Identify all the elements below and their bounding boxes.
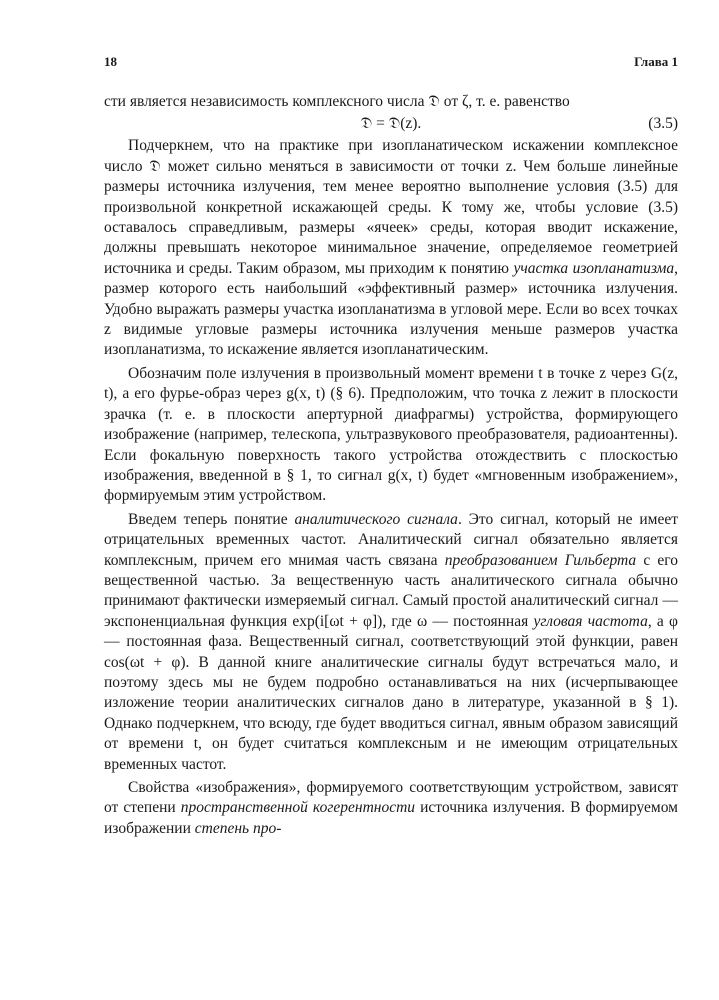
chapter-title: Глава 1 xyxy=(634,54,678,69)
body-text xyxy=(104,92,678,839)
emphasis-term: угловая частота xyxy=(533,612,648,630)
text-run: Обозначим поле излучения в произвольный момент времени t в точке z через G(z, t), а его фурье-образ через g(x, t) (§ 6). Предположим, что точка z лежит в плоскости зрачка (т. е. в плоскости апертурной диафрагмы) устройства, формирующего изображение (например, телескопа, ультразвукового преобразователя, радиоантенны). Если фокальную поверхность такого устройства отождествить с плоскостью изображения, введенной в § 1, то сигнал g(x, t) будет «мгновенным изображением», формируемым этим устройством. xyxy=(104,364,678,505)
text-run: , а φ — постоянная фаза. Вещественный сигнал, соответствующий этой функции, равен cos(ωt + φ). В данной книге аналитические сигналы будут встречаться мало, и поэтому здесь мы не будем подробно останавливаться на них (исчерпывающее изложение теории аналитических сигналов дано в литературе, указанной в § 1). Однако подчеркнем, что всюду, где будет вводиться сигнал, явным образом зависящий от времени t, он будет считаться комплексным и не имеющим отрицательных временных частот. xyxy=(104,612,678,773)
paragraph-image-properties xyxy=(104,778,678,839)
text-run: Введем теперь понятие xyxy=(128,510,295,528)
text-run: Подчеркнем, что на практике при изопланатическом искажении комплексное число 𝔇 может сильно меняться в зависимости от точки z. Чем больше линейные размеры источника излучения, тем менее вероятно выполнение условия (3.5) для произвольной конкретной искажающей среды. К тому же, чтобы условие (3.5) оставалось справедливым, размеры «ячеек» среды, которая вводит искажение, должны превышать некоторое минимальное значение, определяемое геометрией источника и среды. Таким образом, мы приходим к понятию xyxy=(104,137,678,277)
text-run: , размер которого есть наибольший «эффективный размер» источника излучения. Удобно выражать размеры участка изопланатизма в угловой мере. Если во всех точках z видимые угловые размеры источника излучения меньше размеров участка изопланатизма, то искажение является изопланатическим. xyxy=(104,259,678,359)
text-run: Свойства «изображения», формируемого соответствующим устройством, зависят от степени xyxy=(104,779,678,817)
page-header xyxy=(104,54,678,70)
text-run: . Это сигнал, который не имеет отрицательных временных частот. Аналитический сигнал обязательно является комплексным, причем его мнимая часть связана xyxy=(104,510,678,569)
equation-formula: 𝔇 = 𝔇(z). xyxy=(360,115,422,133)
emphasis-term: аналитического сигнала xyxy=(294,510,458,528)
emphasis-term: пространственной когерентности xyxy=(180,799,416,817)
equation-3-5 xyxy=(104,112,678,136)
emphasis-term: преобразованием Гильберта xyxy=(444,551,637,569)
text-run: с его вещественной частью. За вещественную часть аналитического сигнала обычно принимают фактически измеряемый сигнал. Самый простой аналитический сигнал — экспоненциальная функция exp(i[ωt + φ]), где ω — постоянная xyxy=(104,551,678,630)
text-run: источника излучения. В формируемом изображении xyxy=(104,799,678,837)
paragraph-isoplanatism xyxy=(104,136,678,360)
paragraph-analytic-signal xyxy=(104,510,678,775)
page-number: 18 xyxy=(104,54,117,69)
paragraph-radiation-field xyxy=(104,364,678,507)
paragraph-continuation: сти является независимость комплексного числа 𝔇 от ζ, т. е. равенство xyxy=(104,93,570,110)
equation-number: (3.5) xyxy=(648,115,678,133)
emphasis-term: степень про- xyxy=(194,819,282,837)
emphasis-term: участка изопланатизма xyxy=(513,259,675,277)
